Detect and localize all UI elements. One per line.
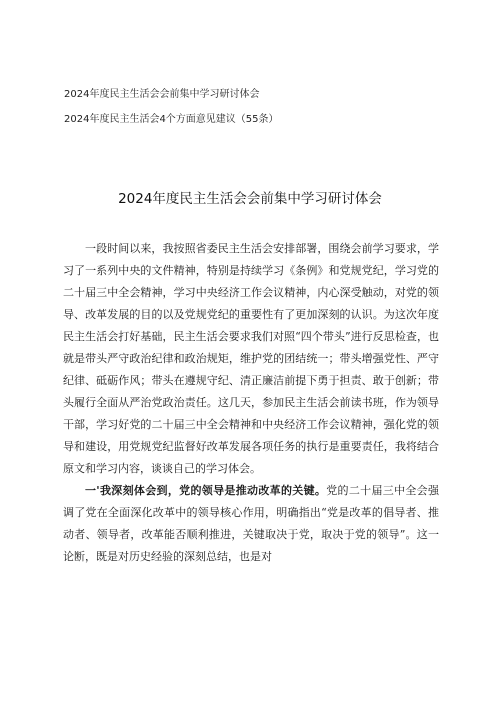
table-of-contents: [64, 88, 444, 138]
section-one-text: 党的二十届三中全会强调了党在全面深化改革中的领导核心作用，明确指出“党是改革的倡导者、推动者、领导者，改革能否顺利推进，关键取决于党，取决于党的领导”。这一论断，既是对历史经验的深刻总结，也是对: [63, 484, 439, 563]
paragraph-section-one: [63, 480, 439, 568]
article-body: [63, 238, 439, 568]
toc-item-suggestions[interactable]: 2024年度民主生活会4个方面意见建议（55条）: [64, 114, 279, 125]
section-one-heading: 一'我深刻体会到，党的领导是推动改革的关键。: [85, 484, 327, 497]
paragraph-intro: 一段时间以来，我按照省委民主生活会安排部署，围绕会前学习要求，学习了一系列中央的文件精神，特别是持续学习《条例》和党规党纪，学习党的二十届三中全会精神，学习中央经济工作会议精神，内心深受触动，对党的领导、改革发展的目的以及党规党纪的重要性有了更加深刻的认识。为这次年度民主生活会打好基础，民主生活会要求我们对照“四个带头”进行反思检查，也就是带头严守政治纪律和政治规矩，维护党的团结统一；带头增强党性、严守纪律、砥砺作风；带头在遵规守纪、清正廉洁前提下勇于担责、敢于创新；带头履行全面从严治党政治责任。这几天，参加民主生活会前读书班，作为领导干部，学习好党的二十届三中全会精神和中央经济工作会议精神，强化党的领导和建设，用党规党纪监督好改革发展各项任务的执行是重要责任，我将结合原文和学习内容，谈谈自己的学习体会。: [63, 242, 439, 475]
article-title: 2024年度民主生活会会前集中学习研讨体会: [118, 191, 382, 207]
toc-item-study-experience[interactable]: 2024年度民主生活会会前集中学习研讨体会: [64, 89, 260, 100]
